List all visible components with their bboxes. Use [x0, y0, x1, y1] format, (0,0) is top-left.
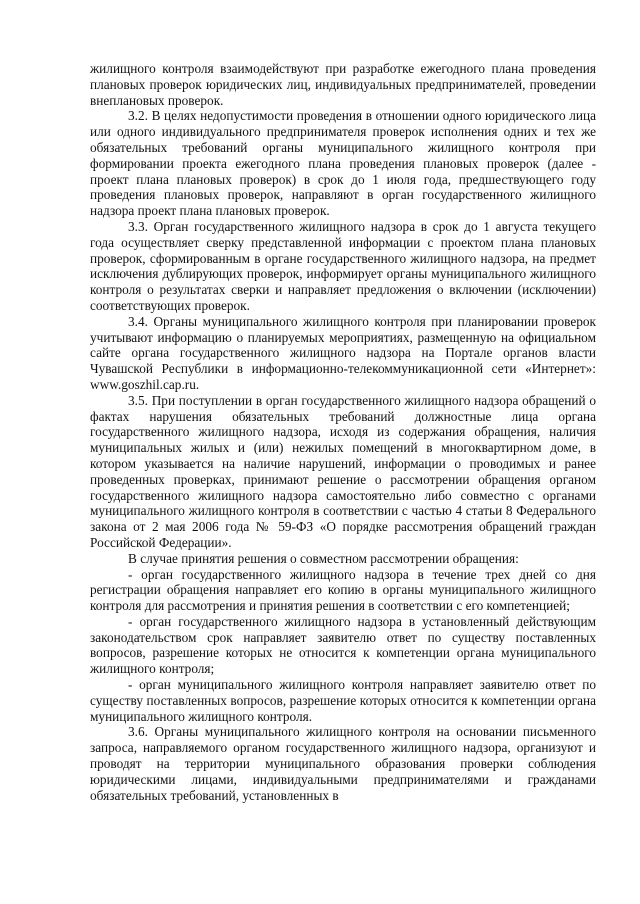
paragraph-continuation: жилищного контроля взаимодействуют при разработке ежегодного плана проведения плановых проверок юридических лиц, индивидуальных предпринимателей, проведении внеплановых проверок.: [90, 61, 596, 108]
document-body: [90, 61, 596, 803]
paragraph-3-4: 3.4. Органы муниципального жилищного контроля при планировании проверок учитывают информацию о планируемых мероприятиях, размещенную на официальном сайте органа государственного жилищного надзора на Портале органов власти Чувашской Республики в информационно-телекоммуникационной сети «Интернет»: www.goszhil.cap.ru.: [90, 313, 596, 392]
paragraph-3-5: 3.5. При поступлении в орган государственного жилищного надзора обращений о фактах нарушения обязательных требований должностные лица органа государственного жилищного надзора, исходя из содержания обращения, наличия муниципальных жилых и (или) нежилых помещений в многоквартирном доме, в котором указывается на наличие нарушений, информации о проводимых и ранее проведенных проверках, принимают решение о рассмотрении обращения органом государственного жилищного надзора самостоятельно либо совместно с органами муниципального жилищного контроля в соответствии с частью 4 статьи 8 Федерального закона от 2 мая 2006 года № 59-ФЗ «О порядке рассмотрения обращений граждан Российской Федерации».: [90, 392, 596, 550]
paragraph-joint-review-intro: В случае принятия решения о совместном рассмотрении обращения:: [128, 550, 519, 566]
list-item-municipal-response: - орган муниципального жилищного контроля направляет заявителю ответ по существу поставленных вопросов, разрешение которых относится к компетенции органа муниципального жилищного контроля.: [90, 677, 596, 724]
list-item-state-response: - орган государственного жилищного надзора в установленный действующим законодательством срок направляет заявителю ответ по существу поставленных вопросов, разрешение которых не относится к компетенции органа муниципального жилищного контроля;: [90, 613, 596, 677]
paragraph-3-3: 3.3. Орган государственного жилищного надзора в срок до 1 августа текущего года осуществляет сверку представленной информации с проектом плана плановых проверок, сформированным в органе государственного жилищного надзора, на предмет исключения дублирующих проверок, информирует органы муниципального жилищного контроля о результатах сверки и направляет предложения о включении (исключении) соответствующих проверок.: [90, 218, 596, 313]
paragraph-3-2: 3.2. В целях недопустимости проведения в отношении одного юридического лица или одного индивидуального предпринимателя проверок исполнения одних и тех же обязательных требований органы муниципального жилищного контроля при формировании проекта ежегодного плана проведения плановых проверок (далее - проект плана плановых проверок) в срок до 1 июля года, предшествующего году проведения плановых проверок, направляют в орган государственного жилищного надзора проект плана плановых проверок.: [90, 108, 596, 219]
list-item-forward-copy: - орган государственного жилищного надзора в течение трех дней со дня регистрации обращения направляет его копию в органы муниципального жилищного контроля для рассмотрения и принятия решения в соответствии с его компетенцией;: [90, 566, 596, 614]
paragraph-3-6: 3.6. Органы муниципального жилищного контроля на основании письменного запроса, направляемого органом государственного жилищного надзора, организуют и проводят на территории муниципального образования проверки соблюдения юридическими лицами, индивидуальными предпринимателями и гражданами обязательных требований, установленных в: [90, 724, 596, 803]
